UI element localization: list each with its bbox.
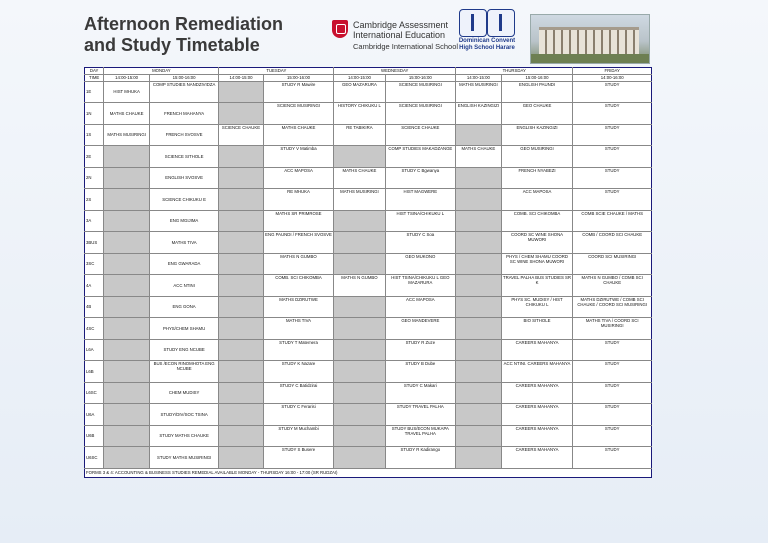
footer-note: FORMS 3 & 4: ACCOUNTING & BUSINESS STUDIES REMEDIAL AVAILABLE MONDAY - THURSDAY 16:00 - 17:00 (SR RUDZAI) (85, 468, 652, 477)
table-row (85, 361, 652, 383)
empty-slot (219, 253, 263, 275)
lesson-cell: MATHS TIVA (263, 318, 334, 340)
lesson-cell: STUDY (573, 425, 652, 447)
class-label: 3SC (85, 253, 104, 275)
class-label: 2S (85, 189, 104, 211)
cambridge-shield-icon (332, 20, 348, 38)
lesson-cell: HISTORY CHIKUKU L (334, 103, 385, 125)
class-label: 1E (85, 81, 104, 103)
lesson-cell: CAREERS MAHANYA (501, 447, 573, 469)
empty-slot (334, 210, 385, 232)
lesson-cell: MATHS DZIRUTWE (263, 296, 334, 318)
lesson-cell: STUDY R Zuze (385, 339, 456, 361)
lesson-cell: STUDY B Dube (385, 361, 456, 383)
time-slot: 14:00-15:00 (104, 74, 150, 81)
empty-slot (456, 253, 502, 275)
lesson-cell: COORD SC WINE SHONA MUWORI (501, 232, 573, 254)
empty-slot (456, 124, 502, 146)
page-title (84, 14, 283, 56)
empty-slot (219, 447, 263, 469)
empty-slot (334, 447, 385, 469)
lesson-cell: STUDY TRAVEL PALHA (385, 404, 456, 426)
lesson-cell: PHYS / CHEM SHAMU COORD SC WINE SHONA MUWORI (501, 253, 573, 275)
lesson-cell: STUDY (573, 382, 652, 404)
empty-slot (456, 189, 502, 211)
table-row (85, 296, 652, 318)
lesson-cell: RE TABIKIRA (334, 124, 385, 146)
lesson-cell: MATHS CHAUKE (104, 103, 150, 125)
empty-slot (219, 361, 263, 383)
day-tuesday: TUESDAY (219, 68, 334, 75)
empty-slot (104, 189, 150, 211)
lesson-cell: PHYS SC. MUDISY / HIST CHIKUKU L (501, 296, 573, 318)
lesson-cell: STUDY (573, 447, 652, 469)
lesson-cell: COMP STUDIES MAKADZANGE (385, 146, 456, 168)
lesson-cell: GEO MUSIRINGI (501, 146, 573, 168)
class-label: 4SC (85, 318, 104, 340)
empty-slot (219, 103, 263, 125)
day-header-row (85, 68, 652, 75)
lesson-cell: GEO MAZARURA (334, 81, 385, 103)
empty-slot (104, 210, 150, 232)
lesson-cell: STUDY C Bgwanya (385, 167, 456, 189)
empty-slot (334, 318, 385, 340)
lesson-cell: MATHS N GUMBO (334, 275, 385, 297)
time-slot: 15:00-16:00 (263, 74, 334, 81)
lesson-cell: STUDY (573, 167, 652, 189)
cambridge-line-3: Cambridge International School (353, 42, 459, 51)
empty-slot (219, 339, 263, 361)
school-building-photo (530, 14, 650, 64)
time-header-row (85, 74, 652, 81)
lesson-cell: ENGLISH SVOSVE (149, 167, 218, 189)
table-row (85, 146, 652, 168)
class-label: U6B (85, 425, 104, 447)
empty-slot (334, 404, 385, 426)
lesson-cell: MATHS CHAUKE (334, 167, 385, 189)
time-slot: 15:00-16:00 (149, 74, 218, 81)
lesson-cell: STUDY MATHS CHAUKE (149, 425, 218, 447)
empty-slot (219, 318, 263, 340)
lesson-cell: HIST MAGWERE (385, 189, 456, 211)
time-label: TIME (85, 74, 104, 81)
lesson-cell: STUDY C Soa (385, 232, 456, 254)
lesson-cell: MATHS MUSIRINGI (334, 189, 385, 211)
time-slot: 15:00-16:00 (501, 74, 573, 81)
empty-slot (219, 232, 263, 254)
lesson-cell: HIST TSINA/CHIKUKU L GEO MAZARURA (385, 275, 456, 297)
title-line-1: Afternoon Remediation (84, 14, 284, 34)
table-row (85, 189, 652, 211)
lesson-cell: MATHS DZIRUTWE / COMB SCI CHAUKE / COORD SCI MUSIRINGI (573, 296, 652, 318)
table-row (85, 210, 652, 232)
class-label: 3BUS (85, 232, 104, 254)
table-row (85, 404, 652, 426)
lesson-cell: STUDY C Batidzirai (263, 382, 334, 404)
empty-slot (456, 425, 502, 447)
table-row (85, 275, 652, 297)
table-row (85, 339, 652, 361)
class-label: 3A (85, 210, 104, 232)
lesson-cell: FRENCH SVOSVE (149, 124, 218, 146)
lesson-cell: ENGLISH KAZINGIZI (456, 103, 502, 125)
empty-slot (456, 447, 502, 469)
lesson-cell: SCIENCE CHAUKE (219, 124, 263, 146)
day-monday: MONDAY (104, 68, 219, 75)
lesson-cell: SCIENCE SITHOLE (149, 146, 218, 168)
lesson-cell: ACC MAPOSA (263, 167, 334, 189)
empty-slot (104, 404, 150, 426)
lesson-cell: STUDY (573, 103, 652, 125)
empty-slot (219, 210, 263, 232)
table-row (85, 382, 652, 404)
lesson-cell: ACC MAPOSA (501, 189, 573, 211)
table-row (85, 103, 652, 125)
lesson-cell: STUDY (573, 146, 652, 168)
lesson-cell: STUDY V Matimba (263, 146, 334, 168)
school-logo (456, 10, 518, 52)
lesson-cell: STUDY C Ferarisi (263, 404, 334, 426)
empty-slot (104, 232, 150, 254)
lesson-cell: MATHS MUSIRINGI (104, 124, 150, 146)
empty-slot (104, 275, 150, 297)
lesson-cell: GEO CHAUKE (501, 103, 573, 125)
empty-slot (334, 253, 385, 275)
table-row (85, 253, 652, 275)
empty-slot (104, 318, 150, 340)
lesson-cell: COMB. SCI CHIKOMBA (263, 275, 334, 297)
empty-slot (219, 189, 263, 211)
lesson-cell: CAREERS MAHANYA (501, 425, 573, 447)
lesson-cell: BUS /ECON RINOMHOTA ENG NCUBE (149, 361, 218, 383)
empty-slot (334, 361, 385, 383)
empty-slot (334, 296, 385, 318)
class-label: 1N (85, 103, 104, 125)
lesson-cell: SCIENCE CHAUKE (385, 124, 456, 146)
empty-slot (456, 296, 502, 318)
lesson-cell: COMP STUDIES NANDZIVIDZA (149, 81, 218, 103)
empty-slot (334, 232, 385, 254)
lesson-cell: TRAVEL PALHA BUS STUDIES SR K (501, 275, 573, 297)
lesson-cell: STUDY R Mawire (263, 81, 334, 103)
lesson-cell: ENG GWARADA (149, 253, 218, 275)
empty-slot (219, 146, 263, 168)
empty-slot (456, 318, 502, 340)
empty-slot (104, 382, 150, 404)
class-label: U6A (85, 404, 104, 426)
lesson-cell: COMB / COORD SCI CHAUKE (573, 232, 652, 254)
table-row (85, 447, 652, 469)
lesson-cell: CAREERS MAHANYA (501, 382, 573, 404)
cambridge-line-1: Cambridge Assessment (353, 20, 449, 30)
lesson-cell: ENG PAUNDI / FRENCH SVOSVE (263, 232, 334, 254)
lesson-cell: COORD SCI MUSIRINGI (573, 253, 652, 275)
lesson-cell: STUDY M Muchambi (263, 425, 334, 447)
cambridge-logo (332, 20, 458, 52)
lesson-cell: STUDY BUS/ECON MUKAPA TRAVEL PALHA (385, 425, 456, 447)
table-row (85, 81, 652, 103)
footer-row (85, 468, 652, 477)
lesson-cell: STUDY S Busere (263, 447, 334, 469)
lesson-cell: CAREERS MAHANYA (501, 339, 573, 361)
lesson-cell: SCIENCE MUSIRINGI (385, 103, 456, 125)
empty-slot (456, 275, 502, 297)
lesson-cell: CAREERS MAHANYA (501, 404, 573, 426)
lesson-cell: STUDY (573, 124, 652, 146)
table-row (85, 318, 652, 340)
lesson-cell: STUDY R Kadirango (385, 447, 456, 469)
lesson-cell: BIO SITHOLE (501, 318, 573, 340)
empty-slot (456, 382, 502, 404)
lesson-cell: FRENCH NYABEZI (501, 167, 573, 189)
lesson-cell: STUDY (573, 189, 652, 211)
table-row (85, 232, 652, 254)
lesson-cell: STUDY C Makari (385, 382, 456, 404)
lesson-cell: COMB SCIE CHAUKE / MATHS (573, 210, 652, 232)
empty-slot (456, 339, 502, 361)
empty-slot (334, 425, 385, 447)
empty-slot (104, 339, 150, 361)
lesson-cell: STUDY (573, 339, 652, 361)
empty-slot (104, 253, 150, 275)
empty-slot (456, 210, 502, 232)
title-line-2: and Study Timetable (84, 35, 260, 55)
class-label: L6B (85, 361, 104, 383)
empty-slot (104, 296, 150, 318)
lesson-cell: SCIENCE MUSIRINGI (263, 103, 334, 125)
lesson-cell: HIST TSINA/CHIKUKU L (385, 210, 456, 232)
empty-slot (104, 447, 150, 469)
class-label: 4B (85, 296, 104, 318)
class-label: L6SC (85, 382, 104, 404)
lesson-cell: RE MHUKA (263, 189, 334, 211)
lesson-cell: ENGLISH KAZINGIZI (501, 124, 573, 146)
school-crest-icon (459, 10, 515, 36)
day-friday: FRIDAY (573, 68, 652, 75)
time-slot: 15:00-16:00 (385, 74, 456, 81)
empty-slot (219, 404, 263, 426)
class-label: 1S (85, 124, 104, 146)
lesson-cell: HIST MHUKA (104, 81, 150, 103)
empty-slot (334, 146, 385, 168)
lesson-cell: ENG GONA (149, 296, 218, 318)
day-thursday: THURSDAY (456, 68, 573, 75)
time-slot: 14:00-15:00 (456, 74, 502, 81)
lesson-cell: STUDY K Nazare (263, 361, 334, 383)
lesson-cell: SCIENCE MUSIRINGI (385, 81, 456, 103)
time-slot: 14:00-15:00 (219, 74, 263, 81)
empty-slot (104, 167, 150, 189)
lesson-cell: STUDY (573, 404, 652, 426)
lesson-cell: PHYS/CHEM SHAMU (149, 318, 218, 340)
lesson-cell: STUDY ENG NCUBE (149, 339, 218, 361)
table-row (85, 124, 652, 146)
lesson-cell: MATHS CHAUKE (456, 146, 502, 168)
lesson-cell: ACC MAPOSA (385, 296, 456, 318)
time-slot: 14:00-16:00 (573, 74, 652, 81)
lesson-cell: GEO MUKONO (385, 253, 456, 275)
empty-slot (456, 167, 502, 189)
class-label: L6A (85, 339, 104, 361)
class-label: 2E (85, 146, 104, 168)
empty-slot (219, 275, 263, 297)
empty-slot (219, 382, 263, 404)
empty-slot (104, 146, 150, 168)
lesson-cell: GEO MANDEVERE (385, 318, 456, 340)
lesson-cell: MATHS TIVA (149, 232, 218, 254)
lesson-cell: ACC NTINI. CAREERS MAHANYA (501, 361, 573, 383)
lesson-cell: ENGLISH PAUNDI (501, 81, 573, 103)
school-name-line-1: Dominican Convent (458, 38, 516, 44)
lesson-cell: MATHS TIVA / COORD SCI MUSIRINGI (573, 318, 652, 340)
empty-slot (219, 296, 263, 318)
class-label: 2N (85, 167, 104, 189)
table-row (85, 425, 652, 447)
lesson-cell: ENG MGIJIMA (149, 210, 218, 232)
lesson-cell: MATHS N GUMBO / COMB SCI CHAUKE (573, 275, 652, 297)
lesson-cell: MATHS MUSIRINGI (456, 81, 502, 103)
lesson-cell: FRENCH MAHANYA (149, 103, 218, 125)
class-label: 4A (85, 275, 104, 297)
empty-slot (456, 232, 502, 254)
day-wednesday: WEDNESDAY (334, 68, 456, 75)
empty-slot (334, 382, 385, 404)
table-row (85, 167, 652, 189)
empty-slot (104, 425, 150, 447)
lesson-cell: ACC NTINI (149, 275, 218, 297)
school-name-line-2: High School Harare (459, 45, 515, 51)
lesson-cell: MATHS CHAUKE (263, 124, 334, 146)
day-label: DAY (85, 68, 104, 75)
lesson-cell: STUDY T Matemera (263, 339, 334, 361)
lesson-cell: MATHS N GUMBO (263, 253, 334, 275)
lesson-cell: MATHS SR PRIMROSE (263, 210, 334, 232)
lesson-cell: COMB. SCI CHIKOMBA (501, 210, 573, 232)
class-label: U6SC (85, 447, 104, 469)
cambridge-line-2: International Education (353, 30, 446, 40)
lesson-cell: STUDY/DIV/SOC TSINA (149, 404, 218, 426)
time-slot: 14:00-15:00 (334, 74, 385, 81)
empty-slot (219, 167, 263, 189)
empty-slot (334, 339, 385, 361)
lesson-cell: STUDY MATHS MUSIRINGI (149, 447, 218, 469)
empty-slot (104, 361, 150, 383)
empty-slot (456, 404, 502, 426)
lesson-cell: CHEM MUDISY (149, 382, 218, 404)
empty-slot (219, 425, 263, 447)
empty-slot (219, 81, 263, 103)
lesson-cell: SCIENCE CHIKUKU E (149, 189, 218, 211)
empty-slot (456, 361, 502, 383)
lesson-cell: STUDY (573, 81, 652, 103)
lesson-cell: STUDY (573, 361, 652, 383)
timetable (84, 67, 652, 478)
